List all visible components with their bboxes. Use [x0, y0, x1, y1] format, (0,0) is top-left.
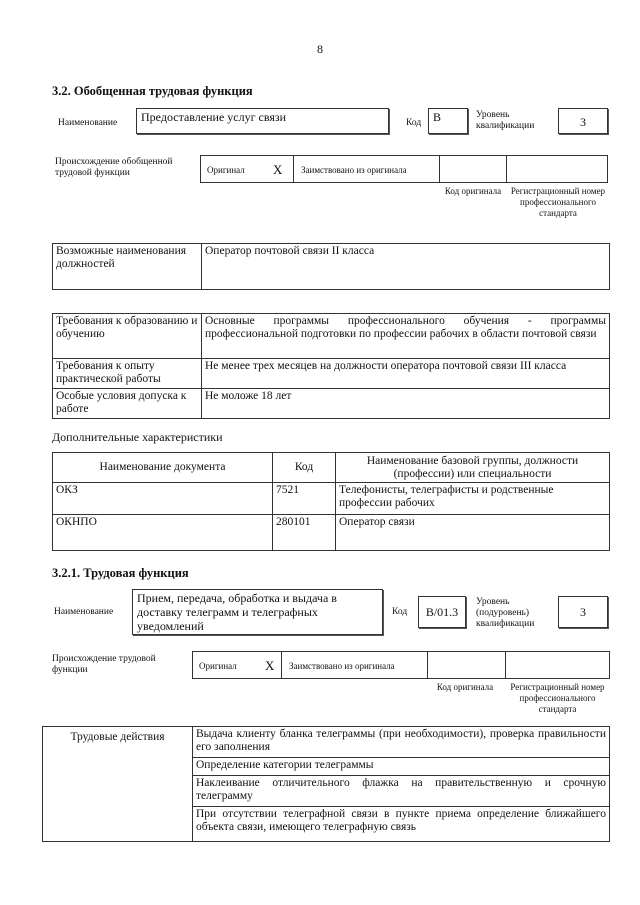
gf-conditions-label: Особые условия допуска к работе — [53, 389, 202, 419]
tf-code-label: Код — [392, 607, 408, 617]
tf-name-value: Прием, передача, обработка и выдача в доставку телеграмм и телеграфных уведомлений — [132, 589, 383, 635]
tf-action-item: Определение категории телеграммы — [193, 758, 610, 776]
gf-level-value: 3 — [558, 108, 608, 134]
gf-experience-value: Не менее трех месяцев на должности оператора почтовой связи III класса — [202, 359, 610, 389]
table-row — [53, 483, 610, 515]
table-header: Код — [273, 453, 336, 483]
table-cell: ОКНПО — [53, 515, 273, 551]
gf-education-label: Требования к образованию и обучению — [53, 314, 202, 359]
gf-code-orig-caption: Код оригинала — [444, 186, 502, 196]
table-row — [43, 727, 610, 758]
gf-extra-table — [52, 452, 610, 551]
tf-code-orig-caption: Код оригинала — [436, 682, 494, 692]
tf-action-item: Наклеивание отличительного флажка на правительственную и срочную телеграмму — [193, 776, 610, 807]
tf-actions-table — [42, 726, 610, 842]
gf-positions-value: Оператор почтовой связи II класса — [202, 244, 610, 290]
gf-positions-table — [52, 243, 610, 290]
gf-original-label: Оригинал — [207, 165, 245, 175]
gf-education-value: Основные программы профессионального обучения - программы профессиональной подготовки по профессии рабочих в области почтовой связи — [202, 314, 610, 359]
gf-reg-caption: Регистрационный номер профессионального стандарта — [510, 186, 606, 218]
divider — [427, 652, 428, 678]
table-cell: ОКЗ — [53, 483, 273, 515]
gf-code-value: B — [428, 108, 468, 134]
section-heading-gf: 3.2. Обобщенная трудовая функция — [52, 84, 253, 98]
divider — [281, 652, 282, 678]
gf-extra-heading: Дополнительные характеристики — [52, 430, 223, 444]
page-number: 8 — [317, 42, 323, 56]
tf-actions-label: Трудовые действия — [43, 727, 193, 842]
gf-origin-row — [200, 155, 608, 183]
table-cell: 7521 — [273, 483, 336, 515]
gf-borrowed-label: Заимствовано из оригинала — [301, 165, 407, 175]
divider — [505, 652, 506, 678]
gf-code-label: Код — [406, 118, 422, 128]
gf-origin-label: Происхождение обобщенной трудовой функции — [55, 157, 173, 178]
gf-name-value: Предоставление услуг связи — [136, 108, 389, 134]
table-header: Наименование базовой группы, должности (профессии) или специальности — [336, 453, 610, 483]
tf-action-item: Выдача клиенту бланка телеграммы (при необходимости), проверка правильности его заполнения — [193, 727, 610, 758]
gf-requirements-table — [52, 313, 610, 419]
tf-reg-caption: Регистрационный номер профессионального стандарта — [510, 682, 605, 714]
table-cell: Телефонисты, телеграфисты и родственные профессии рабочих — [336, 483, 610, 515]
tf-borrowed-label: Заимствовано из оригинала — [289, 661, 395, 671]
table-cell: Оператор связи — [336, 515, 610, 551]
table-header: Наименование документа — [53, 453, 273, 483]
tf-name-label: Наименование — [54, 607, 114, 617]
section-heading-tf: 3.2.1. Трудовая функция — [52, 566, 189, 580]
table-row — [53, 515, 610, 551]
gf-name-label: Наименование — [58, 118, 118, 128]
tf-origin-row — [192, 651, 610, 679]
tf-code-value: B/01.3 — [418, 596, 466, 628]
divider — [506, 156, 507, 182]
tf-original-mark: X — [265, 658, 275, 673]
gf-experience-label: Требования к опыту практической работы — [53, 359, 202, 389]
divider — [293, 156, 294, 182]
tf-original-label: Оригинал — [199, 661, 237, 671]
gf-positions-label: Возможные наименования должностей — [53, 244, 202, 290]
gf-original-mark: X — [273, 162, 283, 177]
gf-conditions-value: Не моложе 18 лет — [202, 389, 610, 419]
gf-level-label: Уровень квалификации — [476, 110, 535, 131]
tf-level-label: Уровень (подуровень) квалификации — [476, 597, 535, 629]
tf-origin-label: Происхождение трудовой функции — [52, 654, 156, 675]
tf-level-value: 3 — [558, 596, 608, 628]
tf-action-item: При отсутствии телеграфной связи в пункте приема определение ближайшего объекта связи, имеющего телеграфную связь — [193, 807, 610, 842]
divider — [439, 156, 440, 182]
table-cell: 280101 — [273, 515, 336, 551]
